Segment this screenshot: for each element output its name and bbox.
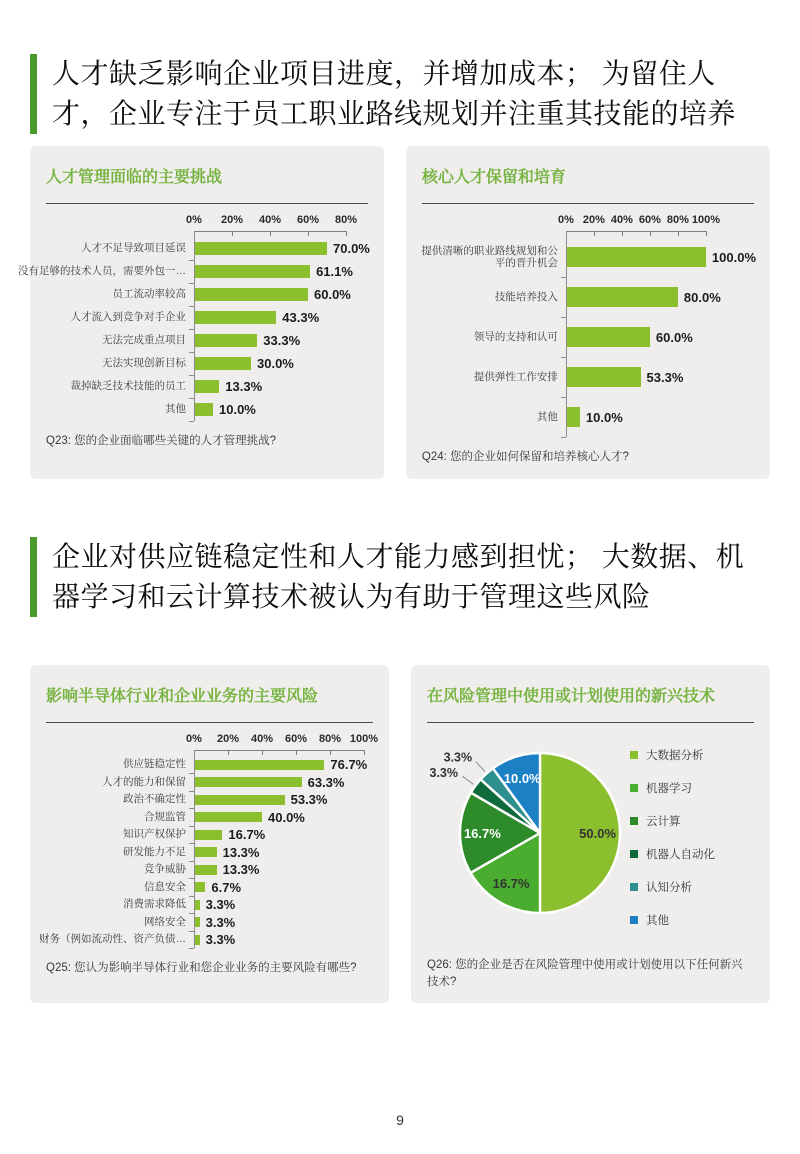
category-tick — [189, 306, 194, 307]
axis-tick-label: 40% — [610, 214, 633, 227]
bar — [194, 812, 262, 822]
legend-item — [630, 747, 715, 763]
bar-row — [420, 237, 756, 277]
bar-category-text: 合规监管 — [144, 810, 186, 823]
bar-category-text: 知识产权保护 — [123, 828, 186, 841]
axis-tick-label: 0% — [186, 214, 202, 227]
heading-accent-bar — [30, 54, 37, 134]
bar-rows — [420, 237, 756, 437]
chart-title: 核心人才保留和培育 — [421, 169, 566, 187]
category-tick — [189, 329, 194, 330]
category-tick — [189, 352, 194, 353]
category-tick — [189, 861, 194, 862]
pie-chart-emerging-tech — [425, 733, 630, 938]
legend-swatch — [630, 850, 638, 858]
bar-category-text: 人才的能力和保留 — [102, 775, 186, 788]
bar-category-label — [44, 311, 194, 324]
legend-label: 认知分析 — [646, 881, 692, 894]
axis-tick-label: 100% — [691, 214, 720, 227]
chart-title: 影响半导体行业和企业业务的主要风险 — [46, 687, 319, 705]
axis-tick-label: 60% — [638, 214, 661, 227]
bar-category-label — [44, 758, 194, 771]
bar-row — [44, 843, 375, 861]
bar-row — [44, 398, 370, 421]
bar-row — [44, 306, 370, 329]
category-tick — [189, 948, 194, 949]
pie-svg — [425, 733, 630, 933]
bar — [194, 777, 302, 787]
bar-row — [44, 283, 370, 306]
bar-value-label: 6.7% — [211, 879, 242, 895]
bar-category-label — [44, 898, 194, 911]
divider — [46, 203, 368, 204]
chart-footnote: Q24: 您的企业如何保留和培养核心人才? — [421, 451, 629, 464]
category-tick — [189, 398, 194, 399]
axis-tick-label: 20% — [216, 732, 240, 745]
pie-legend — [630, 733, 715, 945]
category-tick — [189, 931, 194, 932]
bar — [194, 311, 276, 324]
bar — [566, 367, 641, 387]
bar-row — [44, 878, 375, 896]
category-tick — [561, 397, 566, 398]
bar-category-text: 信息安全 — [144, 880, 186, 893]
bar — [194, 242, 327, 255]
bar-value-label: 43.3% — [282, 310, 320, 326]
bar-value-label: 70.0% — [333, 241, 370, 257]
axis-tick-label: 20% — [582, 214, 605, 227]
bar-category-label — [44, 916, 194, 929]
panel-talent-challenges — [18, 146, 384, 478]
pie-value-label: 3.3% — [443, 750, 473, 765]
bar-value-label: 60.0% — [655, 329, 693, 345]
bar — [194, 847, 217, 857]
bar-category-label — [420, 371, 566, 384]
axis-tick-label: 40% — [250, 732, 274, 745]
bar-value-label: 33.3% — [263, 333, 301, 349]
bar-row — [44, 808, 375, 826]
pie-label-leader-line — [476, 761, 485, 771]
axis-tick — [346, 232, 347, 236]
axis-tick — [270, 232, 271, 236]
section-heading-block-2 — [30, 537, 770, 617]
bar-category-text: 裁掉缺乏技术技能的员工 — [70, 380, 186, 393]
bar-category-text: 领导的支持和认可 — [473, 330, 558, 343]
category-tick — [189, 808, 194, 809]
axis-tick — [622, 232, 623, 236]
bar — [566, 327, 650, 347]
charts-row-2 — [30, 665, 770, 1004]
bar-value-label: 100.0% — [711, 249, 756, 265]
legend-label: 机器学习 — [646, 782, 692, 795]
bar-category-label — [44, 846, 194, 859]
axis-tick — [594, 232, 595, 236]
panel-emerging-tech — [411, 665, 770, 1004]
bar-value-label: 80.0% — [683, 289, 721, 305]
axis-tick-label: 60% — [284, 732, 308, 745]
axis-tick-label: 0% — [186, 732, 202, 745]
bar-value-label: 30.0% — [257, 356, 294, 372]
bar — [194, 795, 285, 805]
bar — [194, 380, 219, 393]
bar-row — [44, 375, 370, 398]
bar-category-text: 提供清晰的职业路线规划和公平的晋升机会 — [421, 244, 558, 270]
axis-tick-label: 40% — [258, 214, 282, 227]
axis-tick — [296, 751, 297, 755]
bar-chart-talent-challenges — [18, 214, 370, 421]
charts-row-1 — [18, 146, 770, 478]
bar-category-label — [44, 811, 194, 824]
axis-tick-label: 80% — [318, 732, 342, 745]
bar — [566, 287, 678, 307]
bar-category-text: 政治不确定性 — [123, 793, 186, 806]
legend-item — [630, 879, 715, 895]
category-baseline — [566, 231, 567, 437]
axis-tick-label: 100% — [349, 732, 379, 745]
bar-category-text: 提供弹性工作安排 — [473, 370, 558, 383]
bar-category-text: 无法实现创新目标 — [102, 357, 186, 370]
bar-category-text: 没有足够的技术人员，需要外包一… — [18, 265, 186, 278]
category-tick — [189, 791, 194, 792]
axis-tick — [678, 232, 679, 236]
category-tick — [561, 317, 566, 318]
bar-category-label — [44, 357, 194, 370]
bar-value-label: 3.3% — [205, 897, 236, 912]
axis-tick-label: 60% — [296, 214, 320, 227]
divider — [427, 722, 754, 723]
axis-tick — [228, 751, 229, 755]
bar — [194, 760, 324, 770]
axis-tick-label: 0% — [557, 214, 574, 227]
bar-row — [44, 826, 375, 844]
bar-row — [44, 756, 375, 774]
section-heading-text: 企业对供应链稳定性和人才能力感到担忧； 大数据、机器学习和云计算技术被认为有助于管理这些风险 — [52, 540, 745, 612]
bar-category-text: 竞争威胁 — [144, 863, 186, 876]
legend-item — [630, 813, 715, 829]
bar-category-text: 人才流入到竞争对手企业 — [70, 311, 186, 324]
bar-category-label — [44, 776, 194, 789]
panel-talent-retention — [406, 146, 770, 478]
pie-chart-area — [425, 733, 756, 945]
bar-category-label — [420, 245, 566, 270]
category-tick — [189, 878, 194, 879]
bar — [194, 882, 205, 892]
category-tick — [561, 357, 566, 358]
bar-category-label — [44, 828, 194, 841]
section-heading-text: 人才缺乏影响企业项目进度，并增加成本； 为留住人才，企业专注于员工职业路线规划并注重其技能的培养 — [52, 58, 737, 130]
chart-footnote: Q26: 您的企业是否在风险管理中使用或计划使用以下任何新兴技术? — [427, 958, 743, 988]
axis-tick-label: 80% — [334, 214, 358, 227]
bar-category-label — [44, 288, 194, 301]
bar — [194, 830, 222, 840]
bar-row — [420, 357, 756, 397]
bar-category-label — [44, 403, 194, 416]
legend-swatch — [630, 817, 638, 825]
bar-row — [420, 397, 756, 437]
bar-category-text: 其他 — [536, 410, 558, 423]
category-tick — [189, 913, 194, 914]
x-axis — [186, 732, 379, 748]
bar-category-text: 消费需求降低 — [123, 898, 186, 911]
axis-tick — [364, 751, 365, 755]
bar-chart-industry-risks — [39, 732, 379, 949]
bar-row — [44, 329, 370, 352]
legend-label: 大数据分析 — [646, 749, 704, 762]
bar-category-text: 无法完成重点项目 — [102, 334, 186, 347]
bar-category-label — [420, 411, 566, 424]
bar-category-text: 其他 — [165, 403, 186, 416]
bar-value-label: 40.0% — [268, 809, 305, 825]
bar-value-label: 61.1% — [316, 264, 353, 280]
bar-value-label: 13.3% — [225, 379, 263, 395]
bar — [194, 865, 217, 875]
bar-category-label — [420, 291, 566, 304]
legend-item — [630, 912, 715, 928]
bar — [194, 265, 310, 278]
bar-row — [420, 317, 756, 357]
divider — [46, 722, 373, 723]
bar-value-label: 13.3% — [222, 862, 260, 877]
panel-industry-risks — [30, 665, 389, 1004]
bar-category-text: 人才不足导致项目延误 — [81, 242, 186, 255]
bar-row — [39, 931, 375, 949]
bar-row — [44, 773, 375, 791]
axis-tick — [650, 232, 651, 236]
bar-value-label: 10.0% — [219, 402, 256, 418]
category-tick — [189, 375, 194, 376]
category-tick — [189, 283, 194, 284]
category-tick — [189, 826, 194, 827]
category-tick — [189, 260, 194, 261]
chart-footnote: Q23: 您的企业面临哪些关键的人才管理挑战? — [46, 435, 277, 448]
legend-label: 其他 — [646, 914, 669, 927]
axis-tick — [308, 232, 309, 236]
bar-category-text: 供应链稳定性 — [123, 758, 186, 771]
page-number: 9 — [396, 1112, 404, 1128]
bar-category-text: 财务（例如流动性、资产负债… — [39, 933, 186, 946]
bar-value-label: 10.0% — [585, 409, 623, 425]
bar-rows — [39, 756, 375, 949]
bar-category-label — [44, 242, 194, 255]
bar-value-label: 3.3% — [205, 914, 236, 930]
pie-value-label: 16.7% — [463, 825, 501, 841]
bar-rows — [18, 237, 370, 421]
bar — [566, 407, 580, 427]
pie-value-label: 16.7% — [492, 875, 530, 891]
divider — [422, 203, 754, 204]
legend-item — [630, 780, 715, 796]
category-tick — [561, 277, 566, 278]
bar-value-label: 53.3% — [290, 792, 328, 807]
chart-footnote: Q25: 您认为影响半导体行业和您企业业务的主要风险有哪些? — [46, 962, 357, 975]
bar-category-label — [44, 863, 194, 876]
legend-item — [630, 846, 715, 862]
bar-row — [44, 861, 375, 879]
bar-value-label: 3.3% — [205, 932, 236, 947]
bar-value-label: 60.0% — [314, 287, 351, 303]
bar-row — [44, 352, 370, 375]
bar-category-label — [44, 793, 194, 806]
legend-swatch — [630, 916, 638, 924]
bar-value-label: 13.3% — [222, 844, 260, 860]
pie-value-label: 50.0% — [579, 825, 617, 841]
legend-swatch — [630, 751, 638, 759]
bar-category-label — [420, 331, 566, 344]
legend-label: 机器人自动化 — [646, 848, 715, 861]
bar-value-label: 76.7% — [330, 757, 368, 772]
bar-row — [44, 913, 375, 931]
section-heading-block-1 — [30, 54, 770, 134]
bar-value-label: 63.3% — [307, 774, 345, 790]
pie-value-label: 10.0% — [503, 770, 541, 786]
heading-accent-bar — [30, 537, 37, 617]
bar-chart-talent-retention — [420, 214, 756, 437]
bar-category-label — [44, 334, 194, 347]
bar-category-text: 技能培养投入 — [494, 290, 558, 303]
pie-label-leader-line — [463, 776, 474, 784]
bar — [194, 288, 308, 301]
axis-tick — [232, 232, 233, 236]
category-tick — [189, 773, 194, 774]
bar-category-label — [39, 933, 194, 946]
bar-row — [420, 277, 756, 317]
bar-category-text: 员工流动率较高 — [112, 288, 186, 301]
category-tick — [189, 843, 194, 844]
bar-category-label — [44, 380, 194, 393]
bar — [194, 357, 251, 370]
category-tick — [189, 896, 194, 897]
axis-tick — [262, 751, 263, 755]
bar-row — [44, 791, 375, 809]
chart-title: 人才管理面临的主要挑战 — [46, 169, 223, 187]
category-baseline — [194, 231, 195, 421]
bar-category-text: 网络安全 — [144, 915, 186, 928]
legend-label: 云计算 — [646, 815, 681, 828]
bar-row — [18, 260, 370, 283]
category-baseline — [194, 750, 195, 949]
legend-swatch — [630, 784, 638, 792]
bar-category-text: 研发能力不足 — [123, 845, 186, 858]
category-tick — [561, 437, 566, 438]
axis-tick-label: 20% — [220, 214, 244, 227]
x-axis — [186, 214, 358, 229]
chart-title: 在风险管理中使用或计划使用的新兴技术 — [427, 687, 716, 705]
x-axis — [557, 214, 720, 229]
legend-swatch — [630, 883, 638, 891]
bar — [194, 403, 213, 416]
bar-value-label: 53.3% — [646, 369, 684, 385]
bar-row — [44, 896, 375, 914]
axis-tick — [706, 232, 707, 236]
bar — [566, 247, 706, 267]
bar — [194, 334, 257, 347]
bar-row — [44, 237, 370, 260]
axis-tick — [330, 751, 331, 755]
bar-value-label: 16.7% — [228, 827, 266, 842]
bar-category-label — [18, 265, 194, 278]
axis-tick-label: 80% — [666, 214, 689, 227]
bar-category-label — [44, 881, 194, 894]
category-tick — [189, 421, 194, 422]
pie-value-label: 3.3% — [429, 765, 458, 780]
